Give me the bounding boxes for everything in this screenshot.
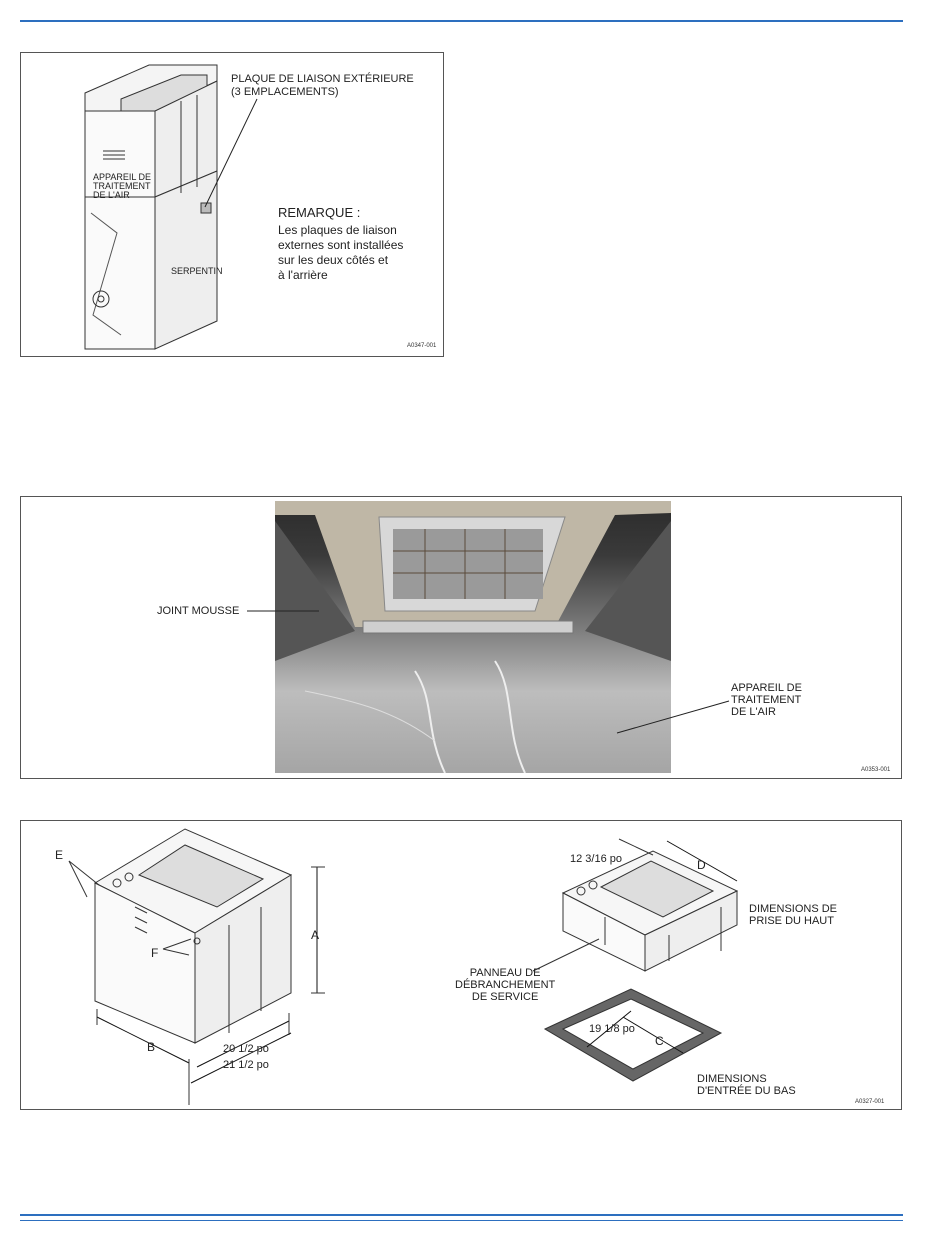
coil-label: SERPENTIN [171, 266, 223, 276]
service-panel-label: PANNEAU DE DÉBRANCHEMENT DE SERVICE [455, 967, 556, 1003]
leader-lines-2 [21, 497, 903, 780]
bracket-label: PLAQUE DE LIAISON EXTÉRIEURE [231, 73, 414, 85]
figure-3-dimensions [20, 820, 902, 1110]
dimension-drawings [21, 821, 903, 1111]
figure-code-3: A0327-001 [855, 1099, 885, 1105]
dim-20-half: 20 1/2 po [223, 1043, 269, 1055]
air-handler-label-2: APPAREIL DE TRAITEMENT DE L'AIR [731, 682, 802, 718]
bottom-dimensions-label: DIMENSIONS D'ENTRÉE DU BAS [697, 1073, 796, 1097]
label-e: E [55, 848, 64, 862]
footer-rule-1 [20, 1214, 903, 1216]
label-b: B [147, 1040, 156, 1054]
air-handler-label-1: APPAREIL DE TRAITEMENT DE L'AIR [93, 172, 152, 200]
foam-gasket-label: JOINT MOUSSE [157, 605, 240, 617]
label-a: A [311, 928, 320, 942]
dim-21-half: 21 1/2 po [223, 1059, 269, 1071]
header-rule [20, 20, 903, 22]
label-f: F [151, 946, 159, 960]
label-c: C [655, 1034, 664, 1048]
figure-1-bracket [20, 52, 444, 357]
note-title: REMARQUE : [278, 205, 361, 220]
label-d: D [697, 858, 706, 872]
figure-2-foam-gasket [20, 496, 902, 779]
note-body: Les plaques de liaison externes sont installées sur les deux côtés et à l'arrière [278, 223, 404, 282]
footer-rule-2 [20, 1220, 903, 1221]
unit-drawing-1 [21, 53, 445, 358]
top-dimensions-label: DIMENSIONS DE PRISE DU HAUT [749, 903, 838, 927]
figure-code-2: A0353-001 [861, 767, 891, 773]
dim-12-3-16: 12 3/16 po [570, 853, 622, 865]
bracket-count-label: (3 EMPLACEMENTS) [231, 86, 339, 98]
figure-code-1: A0347-001 [407, 343, 437, 349]
dim-19-1-8: 19 1/8 po [589, 1023, 635, 1035]
